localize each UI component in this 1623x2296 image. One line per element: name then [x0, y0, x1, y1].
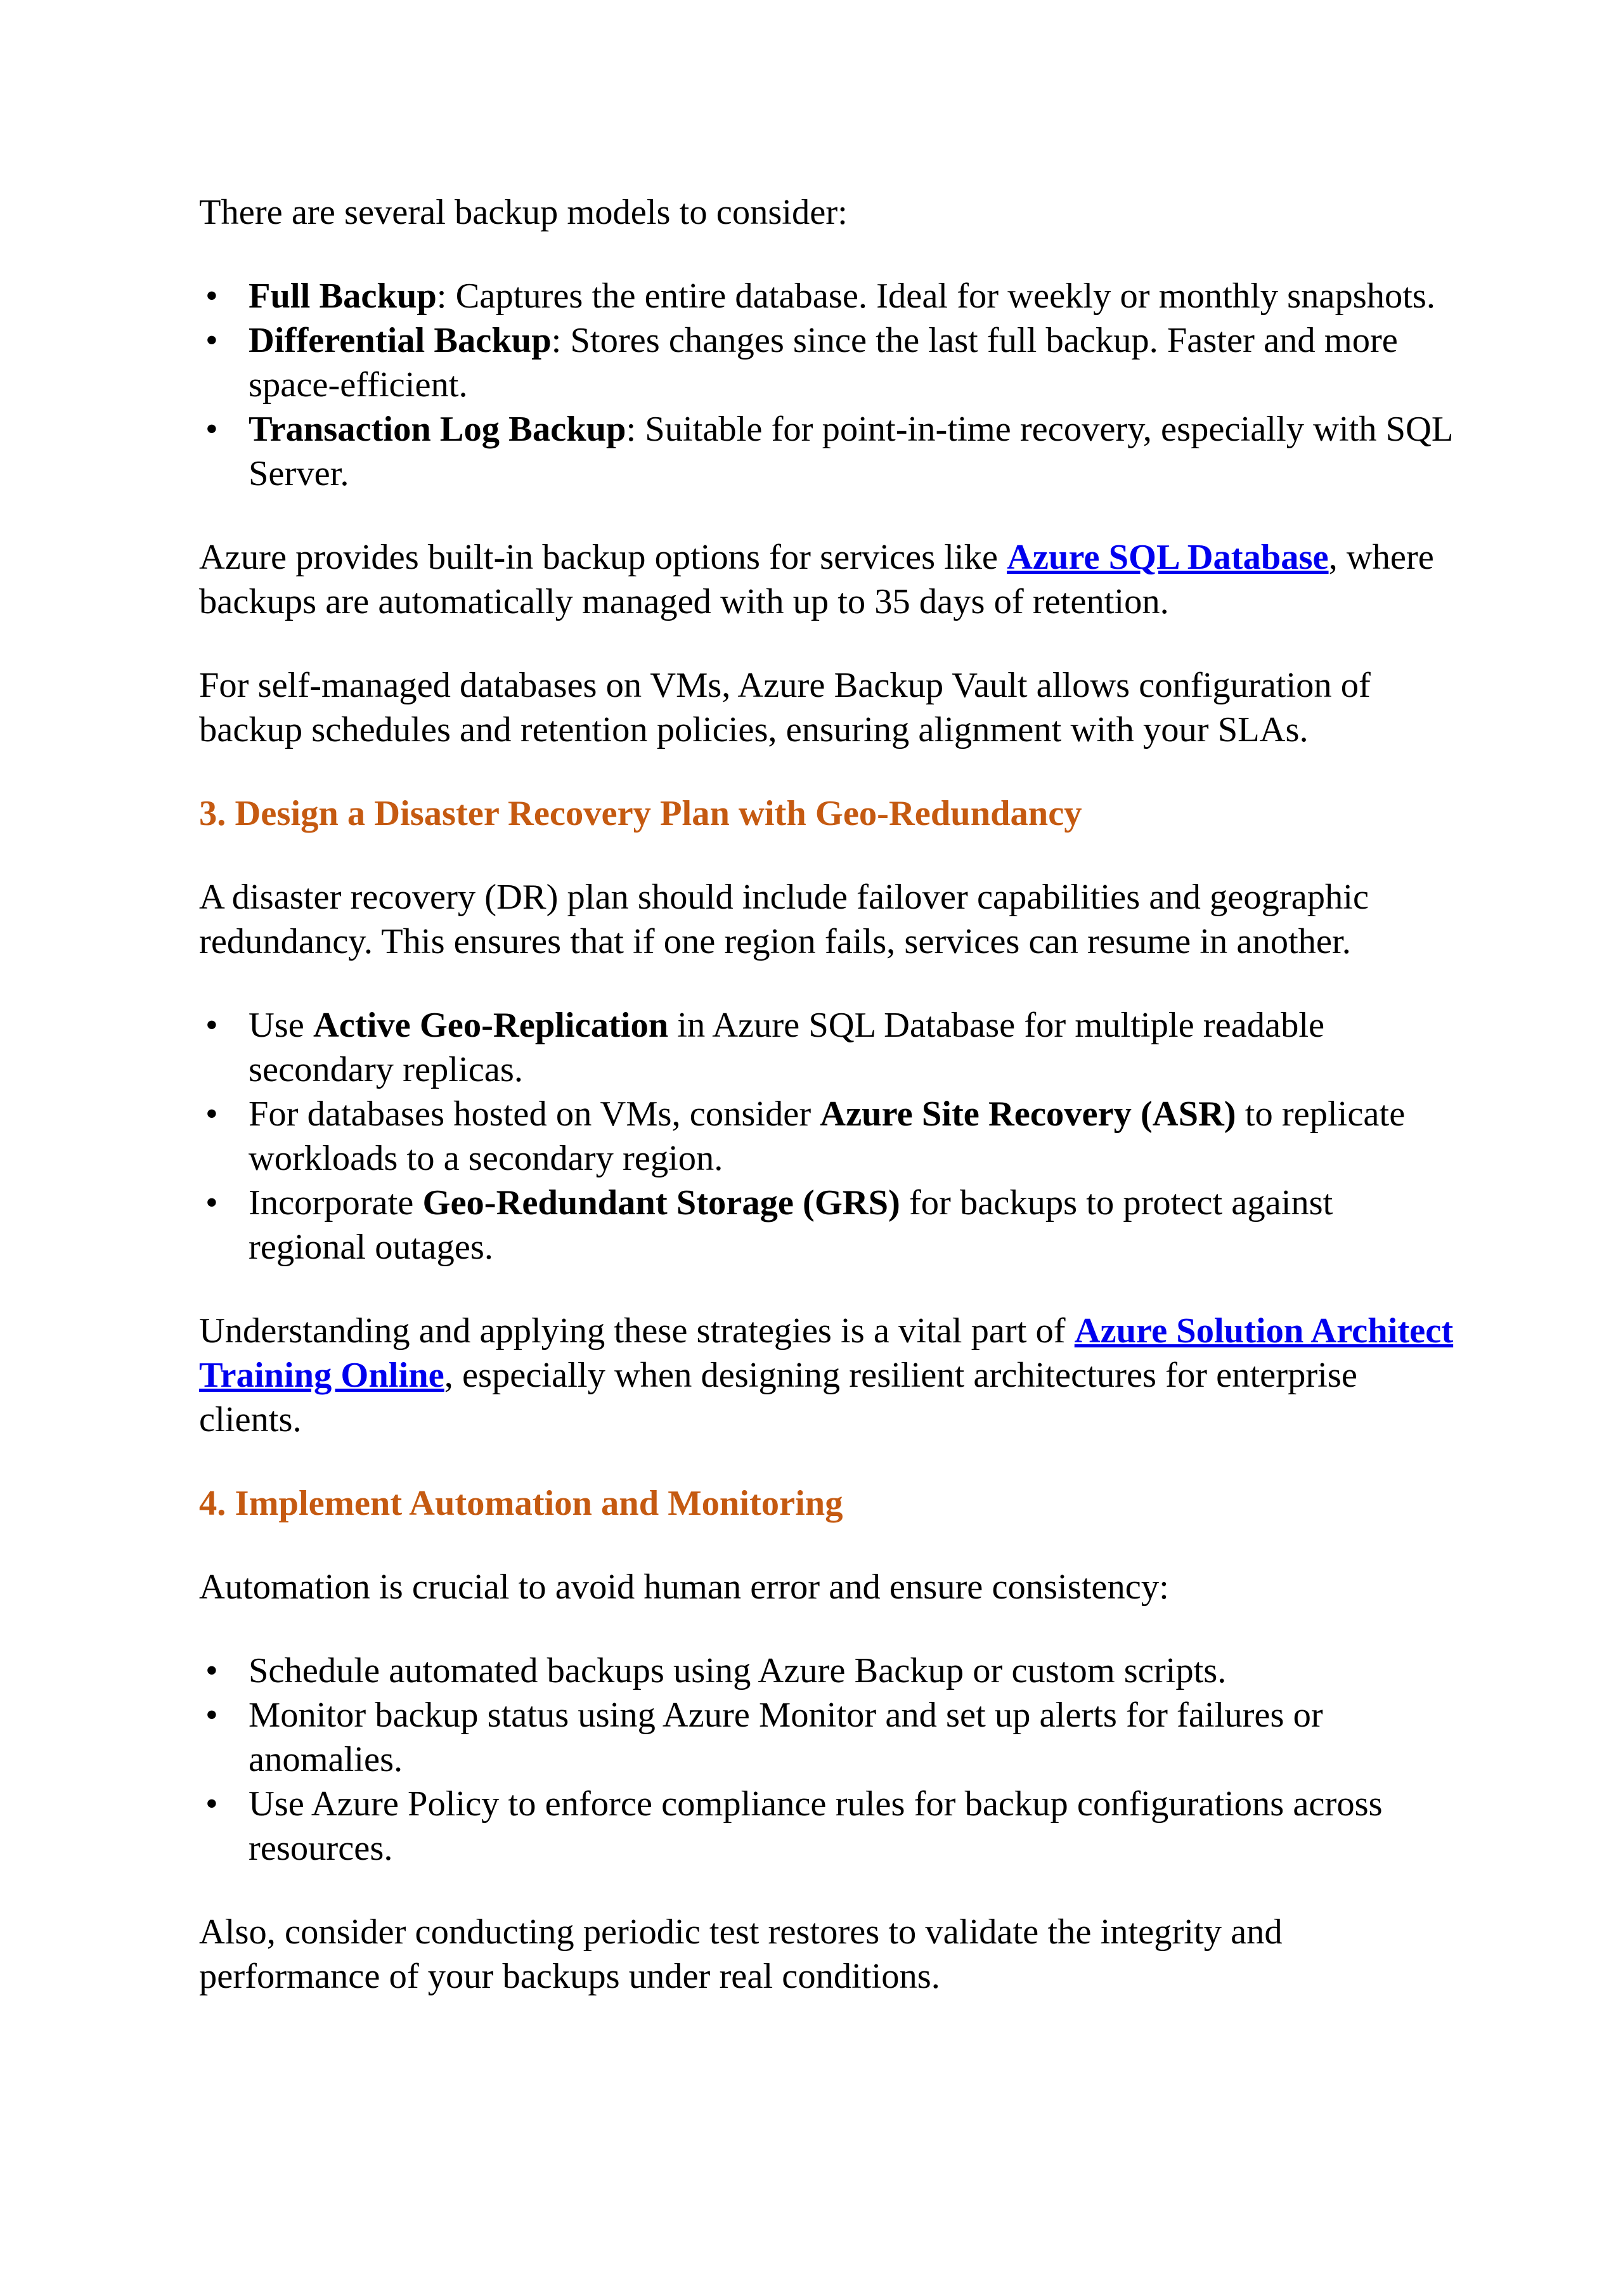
paragraph-text: Azure provides built-in backup options for services like — [199, 538, 1007, 577]
paragraph-text: , where backups are automatically managed with up to 35 days of retention. — [199, 538, 1434, 621]
vm-backup-paragraph: For self-managed databases on VMs, Azure Backup Vault allows configuration of backup schedules and retention policies, ensuring alignment with your SLAs. — [199, 666, 1371, 749]
list-item — [199, 1693, 1454, 1782]
bullet-icon: • — [205, 1784, 218, 1824]
automation-list — [199, 1649, 1454, 1871]
list-item-text: : Stores changes since the last full backup. Faster and more space-efficient. — [249, 321, 1398, 405]
bullet-icon: • — [205, 1696, 218, 1735]
document-page — [199, 190, 1454, 2038]
list-item-term: Active Geo-Replication — [313, 1006, 669, 1045]
list-item — [199, 274, 1454, 318]
list-item-term: Geo-Redundant Storage (GRS) — [422, 1183, 900, 1223]
bullet-icon: • — [205, 1651, 218, 1690]
list-item-text: Use Azure Policy to enforce compliance rules for backup configurations across resources. — [249, 1784, 1383, 1868]
paragraph-text: Understanding and applying these strategies is a vital part of — [199, 1311, 1075, 1351]
training-paragraph — [199, 1309, 1454, 1442]
list-item-text: : Suitable for point-in-time recovery, especially with SQL Server. — [249, 410, 1452, 493]
bullet-icon: • — [205, 321, 218, 360]
azure-solution-architect-training-link[interactable]: Azure Solution Architect Training Online — [199, 1311, 1454, 1395]
bullet-icon: • — [205, 410, 218, 449]
list-item — [199, 1092, 1454, 1181]
list-item — [199, 318, 1454, 407]
intro-paragraph: There are several backup models to consider: — [199, 193, 848, 232]
list-item-text: in Azure SQL Database for multiple readable secondary replicas. — [249, 1006, 1325, 1089]
list-item-term: Transaction Log Backup — [249, 410, 626, 449]
list-item — [199, 1003, 1454, 1092]
section-3-intro: A disaster recovery (DR) plan should include failover capabilities and geographic redundancy. This ensures that if one region fails, services can resume in another. — [199, 878, 1369, 961]
list-item-term: Azure Site Recovery (ASR) — [820, 1094, 1236, 1134]
list-item — [199, 1782, 1454, 1871]
closing-paragraph: Also, consider conducting periodic test restores to validate the integrity and performance of your backups under real conditions. — [199, 1912, 1283, 1996]
bullet-icon: • — [205, 1094, 218, 1134]
bullet-icon: • — [205, 276, 218, 316]
list-item — [199, 407, 1454, 496]
list-item-text: Incorporate — [249, 1183, 423, 1223]
list-item-text: Monitor backup status using Azure Monitor and set up alerts for failures or anomalies. — [249, 1696, 1323, 1779]
list-item — [199, 1181, 1454, 1269]
bullet-icon: • — [205, 1006, 218, 1045]
list-item-text: Use — [249, 1006, 313, 1045]
dr-strategies-list — [199, 1003, 1454, 1269]
paragraph-text: , especially when designing resilient architectures for enterprise clients. — [199, 1356, 1357, 1439]
section-4-heading: 4. Implement Automation and Monitoring — [199, 1484, 843, 1523]
section-3-heading: 3. Design a Disaster Recovery Plan with Geo-Redundancy — [199, 794, 1082, 833]
azure-backup-paragraph — [199, 535, 1454, 624]
bullet-icon: • — [205, 1183, 218, 1223]
list-item-text: for backups to protect against regional outages. — [249, 1183, 1333, 1267]
list-item-text: For databases hosted on VMs, consider — [249, 1094, 820, 1134]
list-item-text: : Captures the entire database. Ideal for weekly or monthly snapshots. — [436, 276, 1436, 316]
list-item-text: to replicate workloads to a secondary region. — [249, 1094, 1406, 1178]
azure-sql-database-link[interactable]: Azure SQL Database — [1007, 538, 1329, 577]
list-item-term: Full Backup — [249, 276, 437, 316]
list-item-text: Schedule automated backups using Azure Backup or custom scripts. — [249, 1651, 1227, 1690]
section-4-intro: Automation is crucial to avoid human error and ensure consistency: — [199, 1567, 1169, 1607]
list-item — [199, 1649, 1454, 1693]
backup-models-list — [199, 274, 1454, 496]
list-item-term: Differential Backup — [249, 321, 552, 360]
